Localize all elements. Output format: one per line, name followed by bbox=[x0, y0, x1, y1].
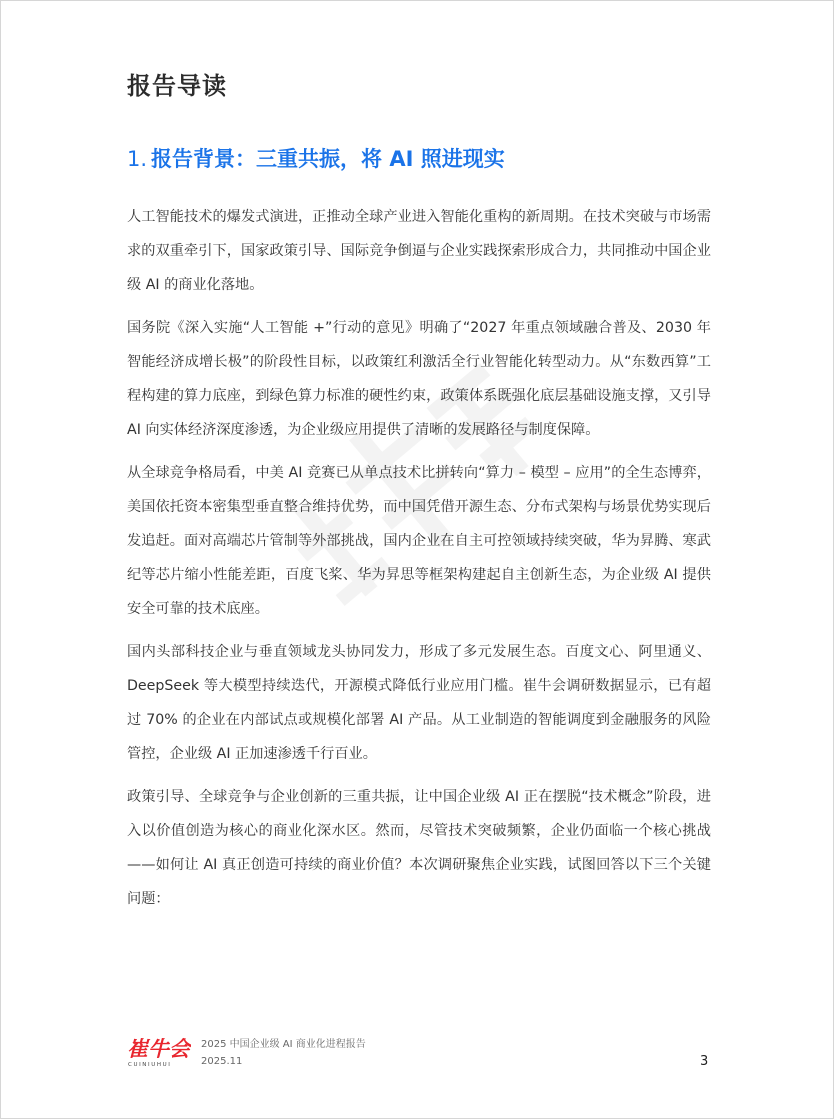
paragraph-5: 政策引导、全球竞争与企业创新的三重共振，让中国企业级 AI 正在摆脱“技术概念”阶段，进入以价值创造为核心的商业化深水区。然而，尽管技术突破频繁，企业仍面临一个核心挑战——如何让 AI 真正创造可持续的商业价值？本次调研聚焦企业实践，试图回答以下三个关键问题： bbox=[127, 789, 711, 907]
section-number: 1. bbox=[127, 147, 148, 171]
paragraph-2: 国务院《深入实施“人工智能 +”行动的意见》明确了“2027 年重点领域融合普及、2030 年智能经济成增长极”的阶段性目标，以政策红利激活全行业智能化转型动力。从“东数西算”工程构建的算力底座，到绿色算力标准的硬性约束，政策体系既强化底层基础设施支撑，又引导 AI 向实体经济深度渗透，为企业级应用提供了清晰的发展路径与制度保障。 bbox=[127, 320, 711, 438]
page-title: 报告导读 bbox=[127, 72, 227, 100]
footer-report-title: 2025 中国企业级 AI 商业化进程报告 bbox=[201, 1039, 366, 1050]
cuiniuhui-logo bbox=[127, 1031, 191, 1069]
footer-date: 2025.11 bbox=[201, 1056, 243, 1067]
section-title-text: 报告背景：三重共振，将 AI 照进现实 bbox=[151, 147, 505, 171]
section-title bbox=[127, 143, 505, 173]
body-text bbox=[127, 200, 711, 925]
paragraph-3: 从全球竞争格局看，中美 AI 竞赛已从单点技术比拼转向“算力 – 模型 – 应用”的全生态博弈，美国依托资本密集型垂直整合维持优势，而中国凭借开源生态、分布式架构与场景优势实现后发追赶。面对高端芯片管制等外部挑战，国内企业在自主可控领域持续突破，华为昇腾、寒武纪等芯片缩小性能差距，百度飞桨、华为昇思等框架构建起自主创新生态，为企业级 AI 提供安全可靠的技术底座。 bbox=[127, 465, 711, 617]
logo-subtext: CUINIUHUI bbox=[128, 1062, 172, 1068]
logo-text: 崔牛会 bbox=[127, 1037, 190, 1061]
paragraph-4: 国内头部科技企业与垂直领域龙头协同发力，形成了多元发展生态。百度文心、阿里通义、DeepSeek 等大模型持续迭代，开源模式降低行业应用门槛。崔牛会调研数据显示，已有超过 70% 的企业在内部试点或规模化部署 AI 产品。从工业制造的智能调度到金融服务的风险管控，企业级 AI 正加速渗透千行百业。 bbox=[127, 644, 711, 762]
page-number: 3 bbox=[700, 1054, 709, 1069]
paragraph-1: 人工智能技术的爆发式演进，正推动全球产业进入智能化重构的新周期。在技术突破与市场需求的双重牵引下，国家政策引导、国际竞争倒逼与企业实践探索形成合力，共同推动中国企业级 AI 的商业化落地。 bbox=[127, 209, 711, 293]
